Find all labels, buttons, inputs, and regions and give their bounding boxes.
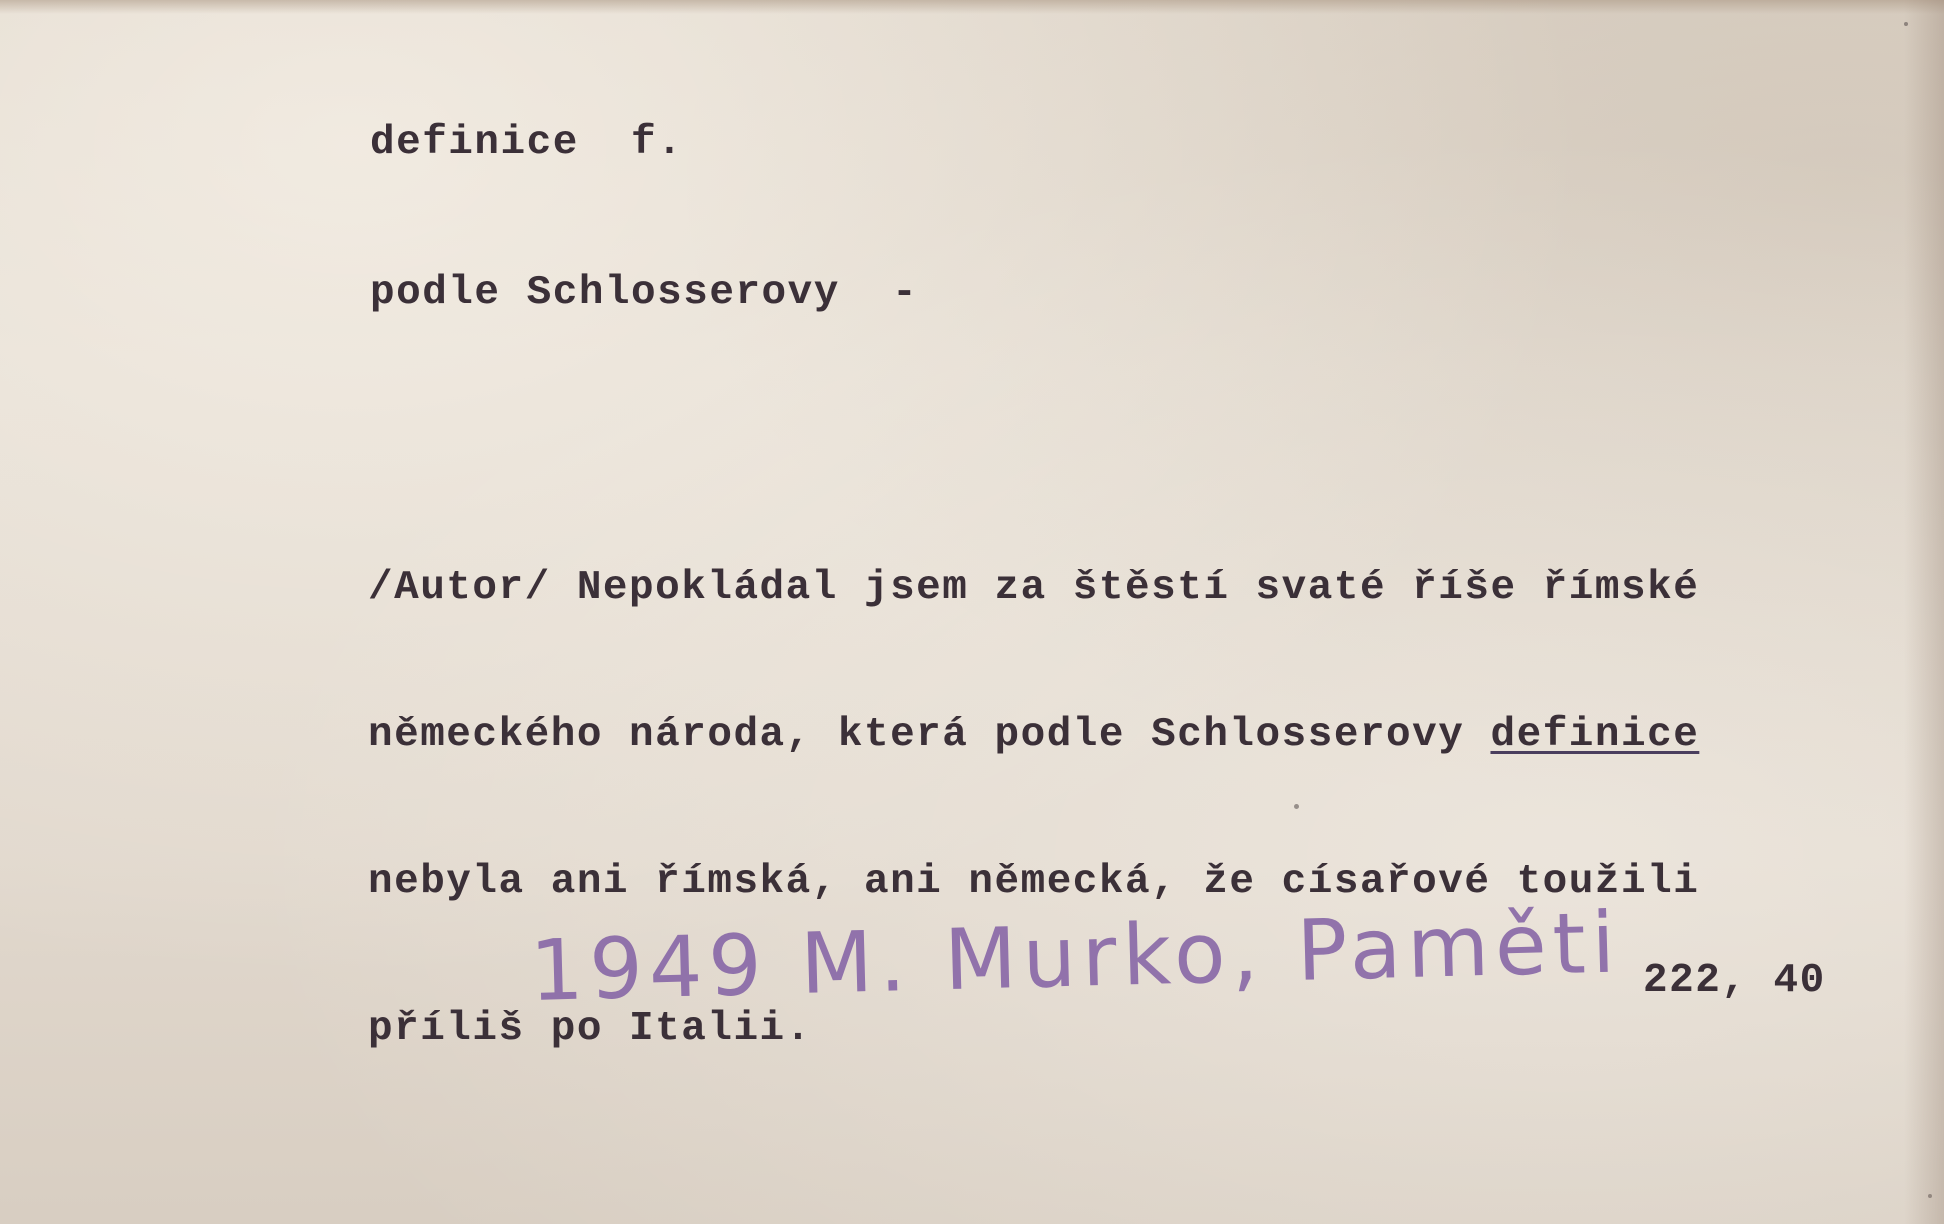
paper-speck	[1294, 804, 1299, 809]
quotation	[368, 466, 1699, 1152]
quote-line-3: nebyla ani římská, ani německá, že císařové toužili	[368, 859, 1700, 905]
quote-line-2	[368, 711, 1699, 760]
quote-line-2-text: německého národa, která podle Schlosserovy	[368, 712, 1491, 758]
underlined-headword: definice	[1490, 712, 1700, 758]
paper-speck	[1904, 22, 1908, 26]
quote-line-1: /Autor/ Nepokládal jsem za štěstí svaté říše římské	[368, 565, 1700, 611]
quote-line-4: příliš po Italii.	[368, 1006, 812, 1052]
headword: definice f.	[370, 120, 684, 166]
source-stamp: 1949 M. Murko, Paměti	[528, 893, 1623, 1020]
subheading: podle Schlosserovy -	[370, 270, 919, 316]
paper-speck	[1928, 1194, 1932, 1198]
page-reference: 222, 40	[1643, 958, 1826, 1004]
